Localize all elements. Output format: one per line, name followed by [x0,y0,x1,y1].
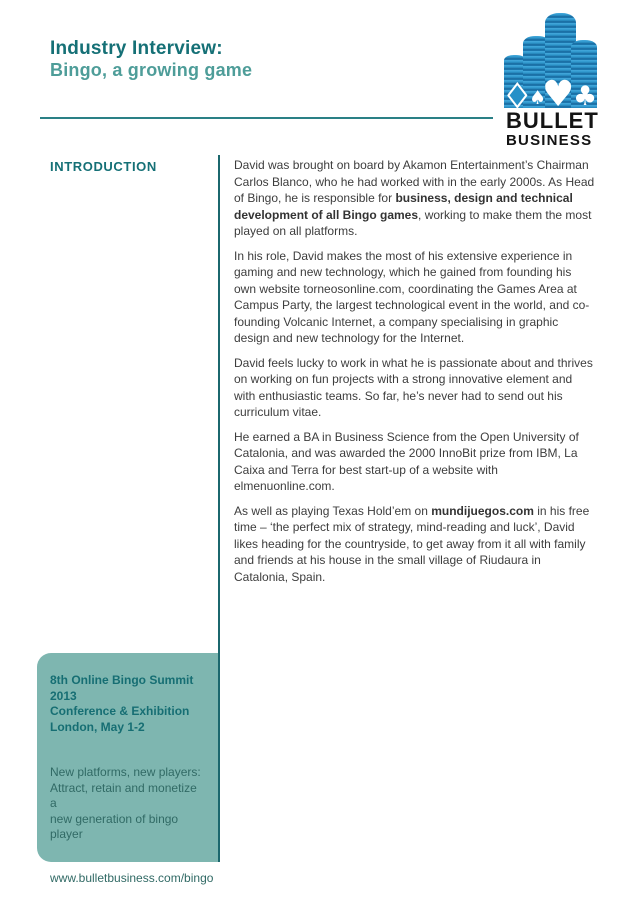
poker-chips-icon [503,8,606,115]
card-suits-row [503,8,606,115]
paragraph: He earned a BA in Business Science from the Open University of Catalonia, and was awarded the 2000 InnoBit prize from IBM, La Caixa and Terra for best start-up of a website with elmenuonline.com. [234,429,579,493]
page-title-sub: Bingo, a growing game [50,60,253,80]
event-subtitle-line: Attract, retain and monetize a [50,780,197,810]
spade-suit-icon: ♠ [529,87,547,109]
event-heading-line: Conference & Exhibition [50,704,190,718]
paragraph: David feels lucky to work in what he is passionate about and thrives on working on fun projects with a strong innovative element and with enthusiastic teams. So far, he’s never had to send out his curriculum vitae. [234,355,593,419]
club-suit-icon: ♣ [573,81,598,112]
logo-wordmark-business: BUSINESS [506,132,593,149]
column-divider-line [218,155,220,862]
event-heading [50,673,206,735]
logo-wordmark-bullet: BULLET [506,108,599,133]
paragraph: In his role, David makes the most of his extensive experience in gaming and new technology, which he gained from founding his own website torneosonline.com, coordinating the Games Area at Campus Party, the largest technological event in the world, and co-founding Volcanic Internet, a company specialising in graphic design and new technology for the Internet. [234,248,590,345]
event-subtitle-line: new generation of bingo player [50,811,179,841]
heart-suit-icon: ♥ [542,74,575,115]
diamond-suit-icon: ♦ [503,77,532,115]
bullet-business-logo [504,8,606,150]
article-body [234,157,596,593]
event-heading-line: London, May 1-2 [50,719,145,734]
paragraph: As well as playing Texas Hold’em on mundijuegos.com in his free time – ‘the perfect mix of strategy, mind-reading and luck’, David likes heading for the countryside, to get away from it all with family and friends at his house in the small village of Riudaura in Catalonia, Spain. [234,503,590,584]
paragraph: David was brought on board by Akamon Entertainment’s Chairman Carlos Blanco, who he had worked with in the early 2000s. As Head of Bingo, he is responsible for business, design and technical development of all Bingo games, working to make them the most played on all platforms. [234,158,595,238]
event-url-link[interactable]: www.bulletbusiness.com/bingo [50,870,214,885]
logo-wordmark [506,109,606,149]
page-title [50,38,252,81]
event-subtitle [50,765,206,843]
header-divider-line [40,117,493,119]
page-title-main: Industry Interview: [50,38,223,59]
event-subtitle-line: New platforms, new players: [50,765,201,779]
event-info-box [37,653,218,885]
event-heading-line: 8th Online Bingo Summit 2013 [50,673,194,703]
section-label-introduction: INTRODUCTION [50,159,157,174]
